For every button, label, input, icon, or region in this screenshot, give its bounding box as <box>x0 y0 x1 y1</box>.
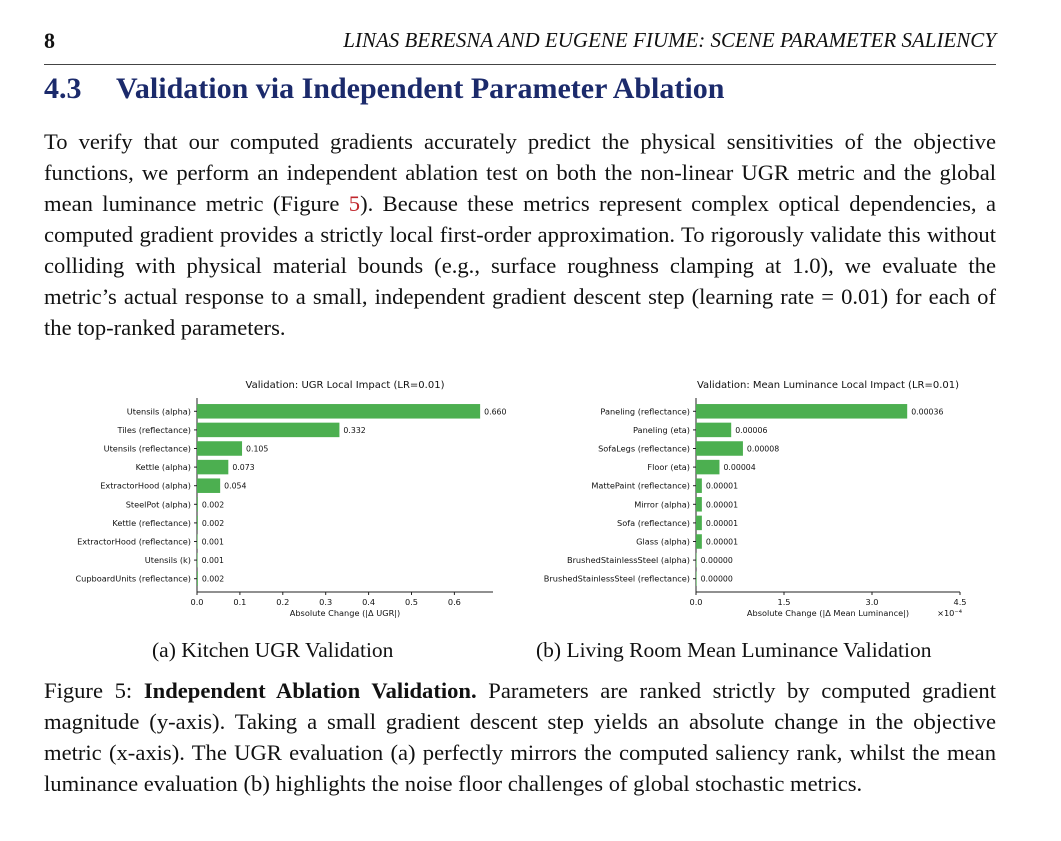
x-axis-multiplier: ×10⁻⁴ <box>937 608 962 618</box>
y-tick-label: ExtractorHood (reflectance) <box>77 536 191 547</box>
bar-value-label: 0.001 <box>201 537 224 547</box>
x-tick-label: 0.4 <box>362 597 376 607</box>
bar-9 <box>197 553 198 568</box>
y-tick-label: Sofa (reflectance) <box>617 517 690 528</box>
y-tick-label: Kettle (reflectance) <box>112 517 191 528</box>
section-heading <box>44 72 724 106</box>
x-tick-label: 1.5 <box>777 597 791 607</box>
bar-3 <box>696 441 743 456</box>
caption-title: Independent Ablation Validation. <box>143 678 477 703</box>
bar-value-label: 0.001 <box>201 556 224 566</box>
y-tick-label: Utensils (alpha) <box>126 406 191 417</box>
caption-label: Figure 5: <box>44 678 133 703</box>
x-tick-label: 0.2 <box>276 597 290 607</box>
chart-title: Validation: UGR Local Impact (LR=0.01) <box>245 380 445 391</box>
bar-5 <box>197 478 220 493</box>
y-tick-label: Kettle (alpha) <box>135 462 191 473</box>
page-number: 8 <box>44 28 55 53</box>
bar-6 <box>197 497 198 512</box>
bar-7 <box>197 516 198 531</box>
subcaption-b: (b) Living Room Mean Luminance Validation <box>536 638 932 662</box>
bar-8 <box>696 534 702 549</box>
y-tick-label: Tiles (reflectance) <box>117 424 191 435</box>
bar-10 <box>197 571 198 586</box>
bar-4 <box>197 460 228 475</box>
y-tick-label: Paneling (reflectance) <box>600 406 690 417</box>
bar-8 <box>197 534 198 549</box>
y-tick-label: SteelPot (alpha) <box>125 499 191 510</box>
bar-value-label: 0.00008 <box>746 444 780 454</box>
body-paragraph <box>44 126 996 343</box>
section-number: 4.3 <box>44 72 82 105</box>
running-header <box>44 28 996 65</box>
x-tick-label: 4.5 <box>953 597 967 607</box>
bar-value-label: 0.00001 <box>705 518 739 528</box>
bar-1 <box>197 404 480 419</box>
bar-value-label: 0.00006 <box>735 425 768 435</box>
bar-value-label: 0.00001 <box>705 481 739 491</box>
y-tick-label: BrushedStainlessSteel (reflectance) <box>543 573 690 584</box>
bar-value-label: 0.660 <box>484 407 507 417</box>
body-text-1: To verify that our computed gradients accurately predict the physical sensitivities of the objective functions, we perform an independent ablation test on both the non-linear UGR metric and the global mean luminance metric (Figure <box>44 129 996 216</box>
ugr-validation-chart <box>40 370 520 620</box>
y-tick-label: Paneling (eta) <box>632 424 690 435</box>
bar-value-label: 0.002 <box>201 518 225 528</box>
bar-4 <box>696 460 719 475</box>
x-tick-label: 0.3 <box>319 597 333 607</box>
y-tick-label: BrushedStainlessSteel (alpha) <box>566 555 690 566</box>
y-tick-label: SofaLegs (reflectance) <box>598 443 690 454</box>
chart-title: Validation: Mean Luminance Local Impact (LR=0.01) <box>696 380 960 391</box>
x-tick-label: 0.6 <box>447 597 461 607</box>
bar-5 <box>696 478 702 493</box>
body-text-2: ). Because these metrics represent complex optical dependencies, a computed gradient provides a strictly local first-order approximation. To rigorously validate this without colliding with physical material bounds (e.g., surface roughness clamping at 1.0), we evaluate the metric’s actual response to a small, independent gradient descent step (learning rate = 0.01) for each of the top-ranked parameters. <box>44 191 996 340</box>
bar-7 <box>696 516 702 531</box>
x-tick-label: 0.0 <box>190 597 204 607</box>
bar-value-label: 0.00000 <box>700 556 733 566</box>
bar-value-label: 0.105 <box>246 444 269 454</box>
bar-2 <box>197 423 339 438</box>
bar-6 <box>696 497 702 512</box>
y-tick-label: Floor (eta) <box>647 462 690 473</box>
bar-value-label: 0.332 <box>343 425 366 435</box>
running-head: LINAS BERESNA AND EUGENE FIUME: SCENE PARAMETER SALIENCY <box>343 28 996 52</box>
bar-value-label: 0.00004 <box>723 463 756 473</box>
bar-2 <box>696 423 731 438</box>
bar-3 <box>197 441 242 456</box>
x-tick-label: 3.0 <box>865 597 879 607</box>
x-axis-label: Absolute Change (|Δ UGR|) <box>289 608 401 618</box>
bar-9 <box>696 553 697 568</box>
y-tick-label: CupboardUnits (reflectance) <box>75 573 191 584</box>
x-tick-label: 0.0 <box>689 597 703 607</box>
bar-value-label: 0.00001 <box>705 500 739 510</box>
bar-value-label: 0.00001 <box>705 537 739 547</box>
y-tick-label: Glass (alpha) <box>636 536 690 547</box>
x-tick-label: 0.5 <box>404 597 419 607</box>
y-tick-label: Utensils (k) <box>144 555 191 566</box>
bar-value-label: 0.00036 <box>911 407 944 417</box>
y-tick-label: Utensils (reflectance) <box>103 443 191 454</box>
y-tick-label: ExtractorHood (alpha) <box>100 480 191 491</box>
section-title: Validation via Independent Parameter Ablation <box>116 72 725 105</box>
y-tick-label: Mirror (alpha) <box>634 499 690 510</box>
x-axis-label: Absolute Change (|Δ Mean Luminance|) <box>746 608 910 618</box>
x-tick-label: 0.1 <box>233 597 247 607</box>
bar-value-label: 0.002 <box>201 500 225 510</box>
subcaption-a: (a) Kitchen UGR Validation <box>152 638 394 662</box>
bar-1 <box>696 404 907 419</box>
bar-value-label: 0.054 <box>224 481 247 491</box>
y-tick-label: MattePaint (reflectance) <box>591 480 690 491</box>
figure-reference-link[interactable]: 5 <box>348 191 361 216</box>
luminance-validation-chart <box>520 370 1000 620</box>
bar-10 <box>696 571 697 586</box>
bar-value-label: 0.00000 <box>700 574 733 584</box>
figure-caption <box>44 675 996 799</box>
bar-value-label: 0.002 <box>201 574 225 584</box>
caption-text: Parameters are ranked strictly by computed gradient magnitude (y-axis). Taking a small gradient descent step yields an absolute change in the objective metric (x-axis). The UGR evaluation (a) perfectly mirrors the computed saliency rank, whilst the mean luminance evaluation (b) highlights the noise floor challenges of global stochastic metrics. <box>44 678 996 796</box>
bar-value-label: 0.073 <box>232 463 255 473</box>
